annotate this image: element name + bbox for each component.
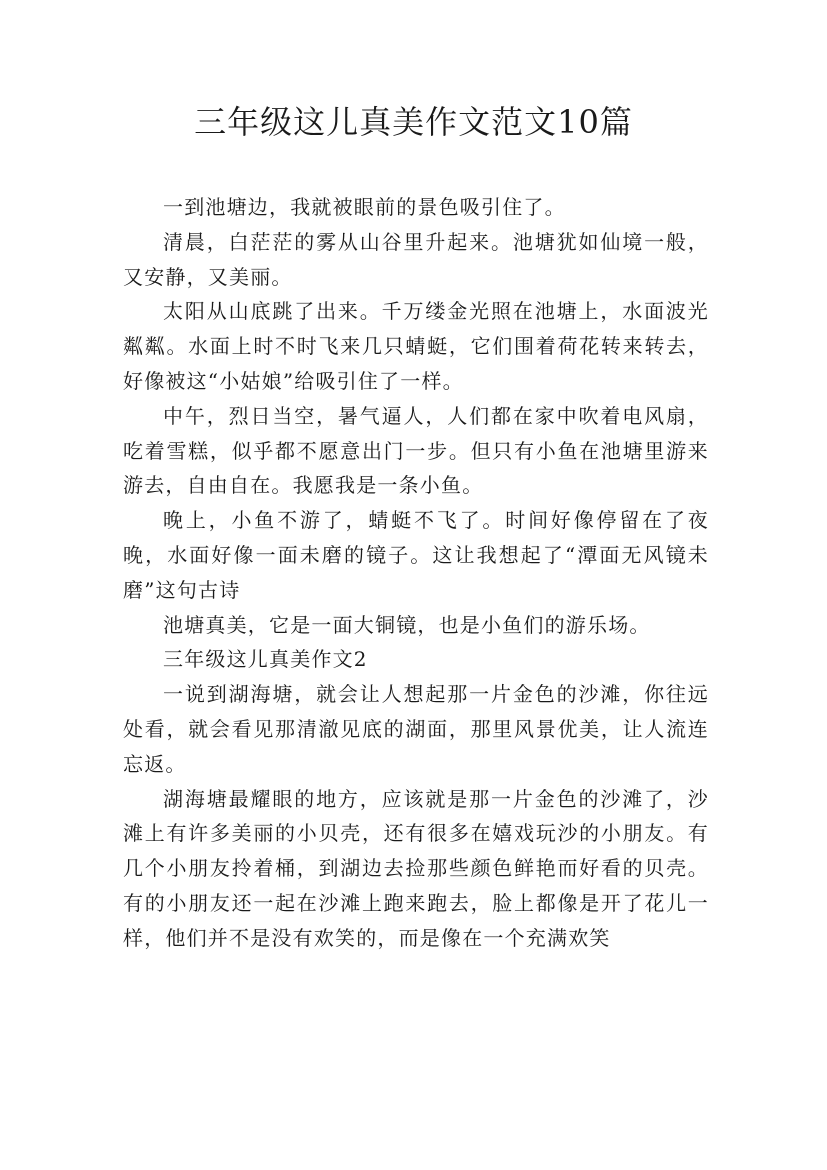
paragraph: 太阳从山底跳了出来。千万缕金光照在池塘上，水面波光粼粼。水面上时不时飞来几只蜻蜓，它们围着荷花转来转去，好像被这“小姑娘”给吸引住了一样。 — [123, 299, 709, 393]
paragraph: 一到池塘边，我就被眼前的景色吸引住了。 — [163, 195, 566, 219]
paragraph: 一说到湖海塘，就会让人想起那一片金色的沙滩，你往远处看，就会看见那清澈见底的湖面，那里风景优美，让人流连忘返。 — [123, 682, 709, 776]
document-title: 三年级这儿真美作文范文10篇 — [194, 103, 633, 141]
document-body — [123, 190, 709, 956]
paragraph: 中午，烈日当空，暑气逼人，人们都在家中吹着电风扇，吃着雪糕，似乎都不愿意出门一步。但只有小鱼在池塘里游来游去，自由自在。我愿我是一条小鱼。 — [123, 403, 709, 498]
paragraph: 池塘真美，它是一面大铜镜，也是小鱼们的游乐场。 — [163, 612, 651, 637]
paragraph: 清晨，白茫茫的雾从山谷里升起来。池塘犹如仙境一般，又安静，又美丽。 — [123, 229, 709, 289]
paragraph: 晚上，小鱼不游了，蜻蜓不飞了。时间好像停留在了夜晚，水面好像一面未磨的镜子。这让我想起了“潭面无风镜未磨”这句古诗 — [123, 508, 709, 602]
paragraph: 湖海塘最耀眼的地方，应该就是那一片金色的沙滩了，沙滩上有许多美丽的小贝壳，还有很多在嬉戏玩沙的小朋友。有几个小朋友拎着桶，到湖边去捡那些颜色鲜艳而好看的贝壳。有的小朋友还一起在沙滩上跑来跑去，脸上都像是开了花儿一样，他们并不是没有欢笑的，而是像在一个充满欢笑 — [123, 786, 709, 950]
section-heading: 三年级这儿真美作文2 — [163, 647, 368, 672]
